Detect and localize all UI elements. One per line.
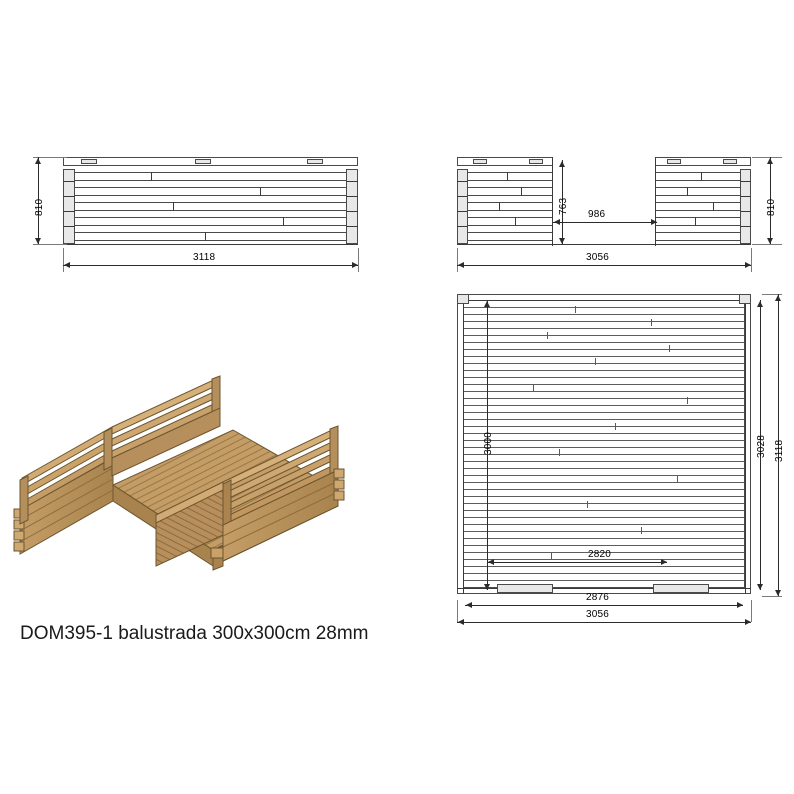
wing-edge (552, 157, 553, 246)
balustrade-plank-right (655, 217, 751, 226)
log-course-line (346, 181, 358, 182)
plan-corner-block (457, 294, 469, 304)
plank-joint (283, 217, 284, 226)
dim-arrow (559, 161, 565, 167)
dim-line-plan-mid-width (465, 605, 743, 606)
log-course-line (457, 211, 468, 212)
dim-plan-outer-width: 3056 (586, 609, 610, 620)
iso-front-post (211, 546, 223, 570)
ext-line (751, 600, 752, 622)
plank-joint (701, 172, 702, 181)
plan-edge-right (745, 294, 746, 594)
dim-plan-inner-width: 2820 (588, 549, 612, 560)
balustrade-plank (63, 172, 358, 181)
board-joint (551, 553, 552, 560)
dim-arrow (484, 301, 490, 307)
balustrade-plank-right (655, 172, 751, 181)
post-cap (723, 159, 737, 164)
front-elevation-view (55, 155, 365, 260)
wing-edge (655, 157, 656, 246)
dim-line-front-width (63, 265, 358, 266)
board-joint (595, 358, 596, 365)
plank-joint (499, 202, 500, 211)
balustrade-plank-right (655, 202, 751, 211)
board-joint (651, 319, 652, 326)
log-course-line (346, 196, 358, 197)
balustrade-plank-left (457, 232, 553, 241)
log-course-line (457, 181, 468, 182)
post-cap (81, 159, 97, 164)
dim-arrow (35, 158, 41, 164)
dim-arrow (559, 238, 565, 244)
plan-sleeper (497, 584, 553, 593)
dim-line-plan-inner-width (487, 562, 667, 563)
dim-arrow (661, 559, 667, 565)
base-line (63, 244, 358, 245)
base-line (457, 244, 553, 245)
log-course-line (740, 181, 751, 182)
dim-arrow (488, 559, 494, 565)
dim-front-width: 3118 (193, 252, 216, 263)
log-course-line (740, 196, 751, 197)
balustrade-plank-left (457, 217, 553, 226)
post-cap (195, 159, 211, 164)
dim-arrow (458, 619, 464, 625)
balustrade-plank-left (457, 172, 553, 181)
post-cap (307, 159, 323, 164)
plan-edge-top (457, 300, 751, 301)
board-joint (559, 449, 560, 456)
balustrade-plank (63, 217, 358, 226)
dim-arrow (757, 584, 763, 590)
base-line (655, 244, 751, 245)
dim-line-plan-outer-width (457, 622, 751, 623)
balustrade-plank (63, 232, 358, 241)
board-joint (547, 332, 548, 339)
plan-deck-hatch (463, 300, 745, 588)
dim-arrow (651, 219, 657, 225)
dim-opening-width: 986 (588, 209, 606, 220)
side-elevation-view (455, 155, 755, 260)
log-course-line (346, 226, 358, 227)
board-joint (669, 345, 670, 352)
dim-arrow (35, 238, 41, 244)
log-course-line (457, 196, 468, 197)
plan-corner-block (739, 294, 751, 304)
dim-line-opening-width (553, 222, 657, 223)
log-course-line (63, 196, 75, 197)
plan-sleeper (653, 584, 709, 593)
ext-line (63, 248, 64, 272)
opening-floor-line (552, 244, 656, 245)
balustrade-plank-right (655, 187, 751, 196)
dim-opening-height: 763 (558, 197, 569, 215)
dim-arrow (745, 262, 751, 268)
dim-plan-outer-height: 3118 (774, 439, 785, 462)
plank-joint (713, 202, 714, 211)
ext-line (751, 248, 752, 272)
dim-side-width: 3056 (586, 252, 610, 263)
board-joint (587, 501, 588, 508)
ext-line (33, 244, 67, 245)
drawing-caption: DOM395-1 balustrada 300x300cm 28mm (20, 623, 369, 644)
dim-arrow (458, 262, 464, 268)
board-joint (687, 397, 688, 404)
post-cap (529, 159, 543, 164)
plank-joint (515, 217, 516, 226)
log-course-line (457, 226, 468, 227)
dim-arrow (775, 590, 781, 596)
board-joint (641, 527, 642, 534)
plank-joint (521, 187, 522, 196)
ext-line (457, 248, 458, 272)
post-cap (473, 159, 487, 164)
dim-front-height: 810 (34, 198, 45, 216)
dim-arrow (64, 262, 70, 268)
log-course-line (63, 181, 75, 182)
plank-joint (205, 232, 206, 241)
dim-arrow (767, 238, 773, 244)
board-joint (677, 475, 678, 482)
log-course-line (346, 211, 358, 212)
plank-joint (173, 202, 174, 211)
plan-edge-left (463, 294, 464, 594)
balustrade-plank-right (655, 232, 751, 241)
balustrade-plank-left (457, 202, 553, 211)
plank-joint (695, 217, 696, 226)
dim-arrow (484, 584, 490, 590)
dim-arrow (466, 602, 472, 608)
dim-arrow (767, 158, 773, 164)
post-cap (667, 159, 681, 164)
dim-plan-mid-width: 2876 (586, 592, 610, 603)
balustrade-plank (63, 202, 358, 211)
log-course-line (740, 226, 751, 227)
dim-arrow (554, 219, 560, 225)
ext-line (358, 248, 359, 272)
dim-arrow (352, 262, 358, 268)
board-joint (615, 423, 616, 430)
dim-arrow (775, 295, 781, 301)
dim-arrow (737, 602, 743, 608)
dim-side-height: 810 (766, 198, 777, 216)
balustrade-plank (63, 187, 358, 196)
ext-line (752, 244, 782, 245)
plank-joint (151, 172, 152, 181)
plank-joint (687, 187, 688, 196)
isometric-view (8, 370, 428, 610)
plank-joint (260, 187, 261, 196)
dim-line-side-width (457, 265, 751, 266)
dim-arrow (745, 619, 751, 625)
plank-joint (507, 172, 508, 181)
log-course-line (63, 226, 75, 227)
balustrade-plank-left (457, 187, 553, 196)
log-course-line (740, 211, 751, 212)
ext-line (762, 596, 782, 597)
dim-plan-deck-height: 3028 (756, 434, 767, 458)
board-joint (533, 384, 534, 391)
dim-arrow (757, 301, 763, 307)
board-joint (575, 306, 576, 313)
log-course-line (63, 211, 75, 212)
dim-plan-inner-height: 3000 (483, 431, 494, 455)
